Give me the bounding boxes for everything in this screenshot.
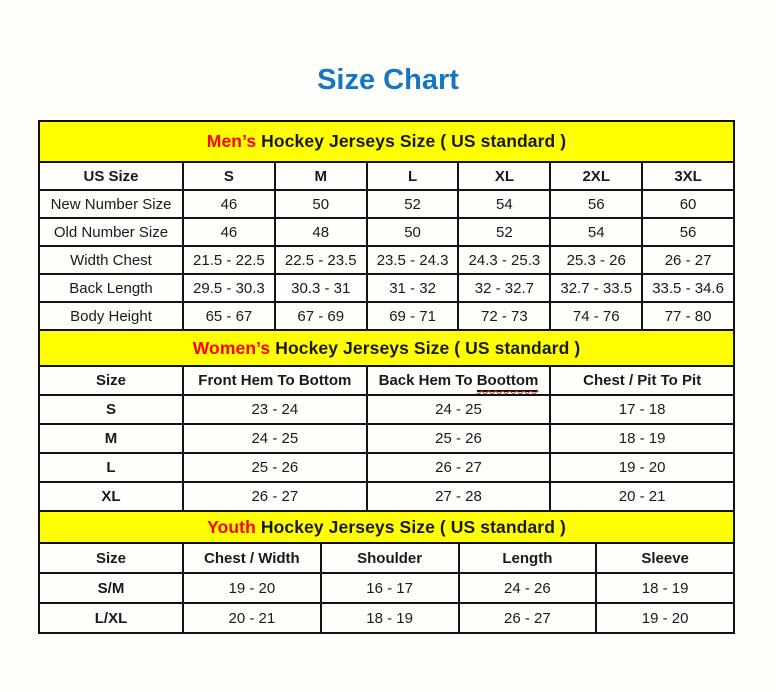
womens-row-label: M (39, 424, 183, 453)
mens-value-cell: 65 - 67 (183, 302, 275, 330)
womens-value-cell: 25 - 26 (183, 453, 367, 482)
mens-row-label: Body Height (39, 302, 183, 330)
womens-value-cell: 26 - 27 (367, 453, 551, 482)
mens-col-header: S (183, 162, 275, 190)
mens-col-header: M (275, 162, 367, 190)
youth-row-label: L/XL (39, 603, 183, 633)
youth-banner (39, 511, 734, 543)
youth-value-cell: 18 - 19 (596, 573, 734, 603)
womens-table-row (39, 453, 734, 482)
mens-table-row (39, 274, 734, 302)
womens-value-cell: 26 - 27 (183, 482, 367, 511)
mens-table-row (39, 218, 734, 246)
mens-table-row (39, 246, 734, 274)
womens-row-label: L (39, 453, 183, 482)
youth-banner-highlight: Youth (207, 516, 256, 537)
womens-col-header (367, 366, 551, 395)
womens-col-header: Front Hem To Bottom (183, 366, 367, 395)
misspelled-word-underline (477, 372, 539, 392)
mens-col-header: US Size (39, 162, 183, 190)
mens-value-cell: 72 - 73 (458, 302, 550, 330)
mens-value-cell: 56 (642, 218, 734, 246)
youth-col-header: Sleeve (596, 543, 734, 573)
mens-value-cell: 56 (550, 190, 642, 218)
womens-value-cell: 24 - 25 (367, 395, 551, 424)
womens-value-cell: 25 - 26 (367, 424, 551, 453)
misspelled-word: Boottom (476, 372, 539, 389)
womens-col-header-prefix: Back Hem To (378, 372, 477, 389)
womens-table-row (39, 424, 734, 453)
youth-banner-text: Hockey Jerseys Size ( US standard ) (255, 516, 566, 537)
mens-col-header: 2XL (550, 162, 642, 190)
mens-value-cell: 67 - 69 (275, 302, 367, 330)
mens-size-table (38, 120, 735, 331)
mens-row-label: New Number Size (39, 190, 183, 218)
mens-value-cell: 32.7 - 33.5 (550, 274, 642, 302)
youth-table-row (39, 573, 734, 603)
youth-row-label: S/M (39, 573, 183, 603)
mens-col-header: XL (458, 162, 550, 190)
womens-banner (39, 330, 734, 366)
womens-table-row (39, 395, 734, 424)
mens-value-cell: 60 (642, 190, 734, 218)
youth-value-cell: 18 - 19 (321, 603, 459, 633)
youth-value-cell: 26 - 27 (459, 603, 597, 633)
mens-value-cell: 74 - 76 (550, 302, 642, 330)
mens-value-cell: 54 (550, 218, 642, 246)
womens-value-cell: 20 - 21 (550, 482, 734, 511)
youth-value-cell: 20 - 21 (183, 603, 321, 633)
mens-value-cell: 24.3 - 25.3 (458, 246, 550, 274)
youth-col-header: Size (39, 543, 183, 573)
womens-banner-highlight: Women’s (192, 337, 271, 358)
mens-row-label: Back Length (39, 274, 183, 302)
mens-table-row (39, 190, 734, 218)
womens-header-row (39, 366, 734, 395)
mens-row-label: Old Number Size (39, 218, 183, 246)
size-chart-container (38, 120, 735, 634)
womens-row-label: XL (39, 482, 183, 511)
womens-col-header: Size (39, 366, 183, 395)
mens-table-row (39, 302, 734, 330)
mens-header-row (39, 162, 734, 190)
mens-value-cell: 21.5 - 22.5 (183, 246, 275, 274)
mens-value-cell: 26 - 27 (642, 246, 734, 274)
mens-col-header: 3XL (642, 162, 734, 190)
mens-value-cell: 48 (275, 218, 367, 246)
mens-banner (39, 121, 734, 162)
womens-value-cell: 17 - 18 (550, 395, 734, 424)
womens-banner-row (39, 330, 734, 366)
youth-col-header: Shoulder (321, 543, 459, 573)
mens-value-cell: 25.3 - 26 (550, 246, 642, 274)
mens-value-cell: 50 (367, 218, 459, 246)
mens-value-cell: 50 (275, 190, 367, 218)
youth-value-cell: 19 - 20 (596, 603, 734, 633)
mens-value-cell: 54 (458, 190, 550, 218)
mens-value-cell: 30.3 - 31 (275, 274, 367, 302)
mens-value-cell: 46 (183, 190, 275, 218)
mens-value-cell: 22.5 - 23.5 (275, 246, 367, 274)
mens-row-label: Width Chest (39, 246, 183, 274)
youth-banner-row (39, 511, 734, 543)
womens-value-cell: 23 - 24 (183, 395, 367, 424)
mens-value-cell: 52 (367, 190, 459, 218)
womens-banner-text: Hockey Jerseys Size ( US standard ) (270, 337, 581, 358)
womens-size-table (38, 329, 735, 512)
mens-value-cell: 23.5 - 24.3 (367, 246, 459, 274)
mens-value-cell: 29.5 - 30.3 (183, 274, 275, 302)
mens-value-cell: 31 - 32 (367, 274, 459, 302)
youth-col-header: Length (459, 543, 597, 573)
womens-table-row (39, 482, 734, 511)
mens-value-cell: 52 (458, 218, 550, 246)
mens-value-cell: 69 - 71 (367, 302, 459, 330)
mens-banner-text: Hockey Jerseys Size ( US standard ) (256, 131, 567, 151)
womens-row-label: S (39, 395, 183, 424)
mens-col-header: L (367, 162, 459, 190)
womens-value-cell: 24 - 25 (183, 424, 367, 453)
youth-col-header: Chest / Width (183, 543, 321, 573)
page-title: Size Chart (317, 64, 459, 96)
youth-value-cell: 24 - 26 (459, 573, 597, 603)
youth-value-cell: 19 - 20 (183, 573, 321, 603)
mens-value-cell: 32 - 32.7 (458, 274, 550, 302)
womens-value-cell: 19 - 20 (550, 453, 734, 482)
womens-value-cell: 27 - 28 (367, 482, 551, 511)
womens-value-cell: 18 - 19 (550, 424, 734, 453)
mens-banner-row (39, 121, 734, 162)
womens-col-header: Chest / Pit To Pit (550, 366, 734, 395)
mens-banner-highlight: Men’s (206, 131, 257, 151)
youth-value-cell: 16 - 17 (321, 573, 459, 603)
youth-header-row (39, 543, 734, 573)
youth-size-table (38, 510, 735, 634)
mens-value-cell: 77 - 80 (642, 302, 734, 330)
youth-table-row (39, 603, 734, 633)
mens-value-cell: 46 (183, 218, 275, 246)
mens-value-cell: 33.5 - 34.6 (642, 274, 734, 302)
